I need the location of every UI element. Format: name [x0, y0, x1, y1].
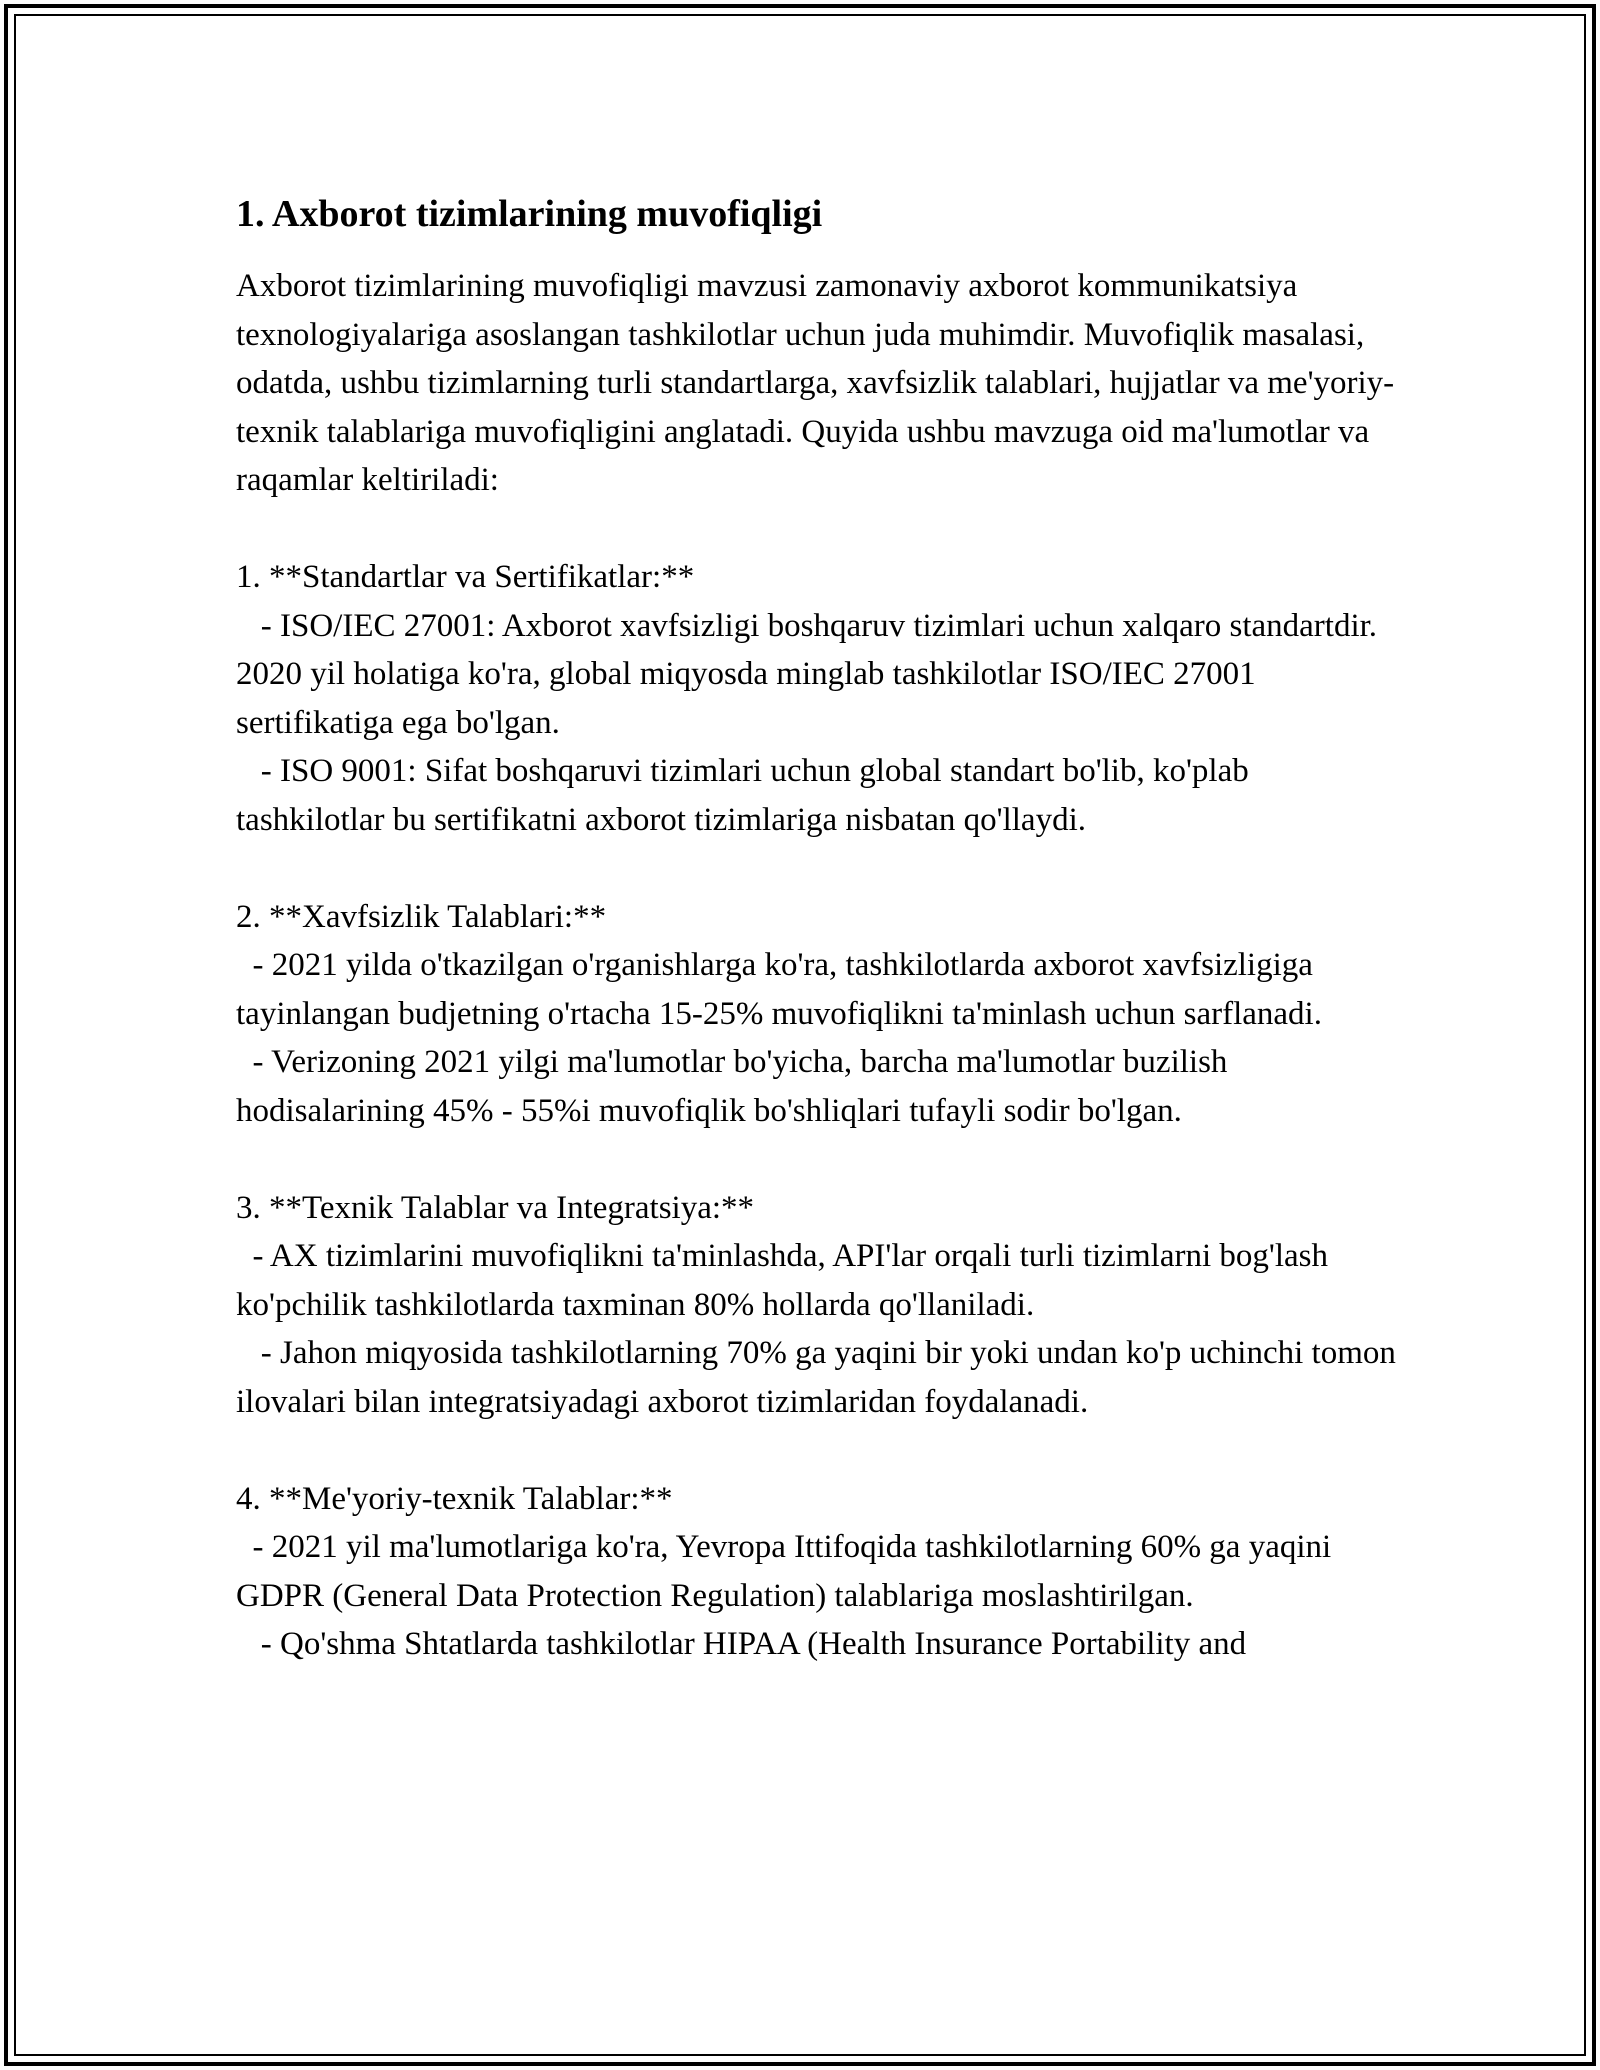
section-title: 3. **Texnik Talablar va Integratsiya:**	[236, 1189, 755, 1226]
section-title: 4. **Me'yoriy-texnik Talablar:**	[236, 1480, 673, 1517]
bullet-item: - Jahon miqyosida tashkilotlarning 70% ga yaqini bir yoki undan ko'p uchinchi tomon ilovalari bilan integratsiyadagi axborot tizimlaridan foydalanadi.	[236, 1335, 1396, 1420]
bullet-item: - AX tizimlarini muvofiqlikni ta'minlashda, API'lar orqali turli tizimlarni bog'lash ko'pchilik tashkilotlarda taxminan 80% hollarda qo'llaniladi.	[236, 1238, 1328, 1323]
bullet-item: - ISO/IEC 27001: Axborot xavfsizligi boshqaruv tizimlari uchun xalqaro standartdir. 2020 yil holatiga ko'ra, global miqyosda minglab tashkilotlar ISO/IEC 27001 sertifikatiga ega bo'lgan.	[236, 607, 1378, 741]
document-heading: 1. Axborot tizimlarining muvofiqligi	[236, 193, 823, 235]
section-standards	[236, 553, 1396, 844]
bullet-item: - Qo'shma Shtatlarda tashkilotlar HIPAA (Health Insurance Portability and	[260, 1626, 1247, 1662]
section-security	[236, 893, 1396, 1136]
bullet-item: - 2021 yilda o'tkazilgan o'rganishlarga ko'ra, tashkilotlarda axborot xavfsizligiga tayinlangan budjetning o'rtacha 15-25% muvofiqlikni ta'minlash uchun sarflanadi.	[236, 947, 1322, 1032]
section-title: 1. **Standartlar va Sertifikatlar:**	[236, 559, 695, 595]
section-technical	[236, 1184, 1396, 1427]
bullet-item: - Verizoning 2021 yilgi ma'lumotlar bo'yicha, barcha ma'lumotlar buzilish hodisalarining 45% - 55%i muvofiqlik bo'shliqlari tufayli sodir bo'lgan.	[236, 1044, 1228, 1129]
bullet-item: - ISO 9001: Sifat boshqaruvi tizimlari uchun global standart bo'lib, ko'plab tashkilotlar bu sertifikatni axborot tizimlariga nisbatan qo'llaydi.	[236, 753, 1249, 838]
bullet-item: - 2021 yil ma'lumotlariga ko'ra, Yevropa Ittifoqida tashkilotlarning 60% ga yaqini GDPR (General Data Protection Regulation) talablariga moslashtirilgan.	[236, 1529, 1332, 1614]
section-regulatory	[236, 1475, 1396, 1669]
section-title: 2. **Xavfsizlik Talablari:**	[236, 898, 607, 935]
intro-paragraph: Axborot tizimlarining muvofiqligi mavzusi zamonaviy axborot kommunikatsiya texnologiyalariga asoslangan tashkilotlar uchun juda muhimdir. Muvofiqlik masalasi, odatda, ushbu tizimlarning turli standartlarga, xavfsizlik talablari, hujjatlar va me'yoriy-texnik talablariga muvofiqligini anglatadi. Quyida ushbu mavzuga oid ma'lumotlar va raqamlar keltiriladi:	[236, 268, 1395, 498]
document-body	[236, 188, 1396, 1669]
